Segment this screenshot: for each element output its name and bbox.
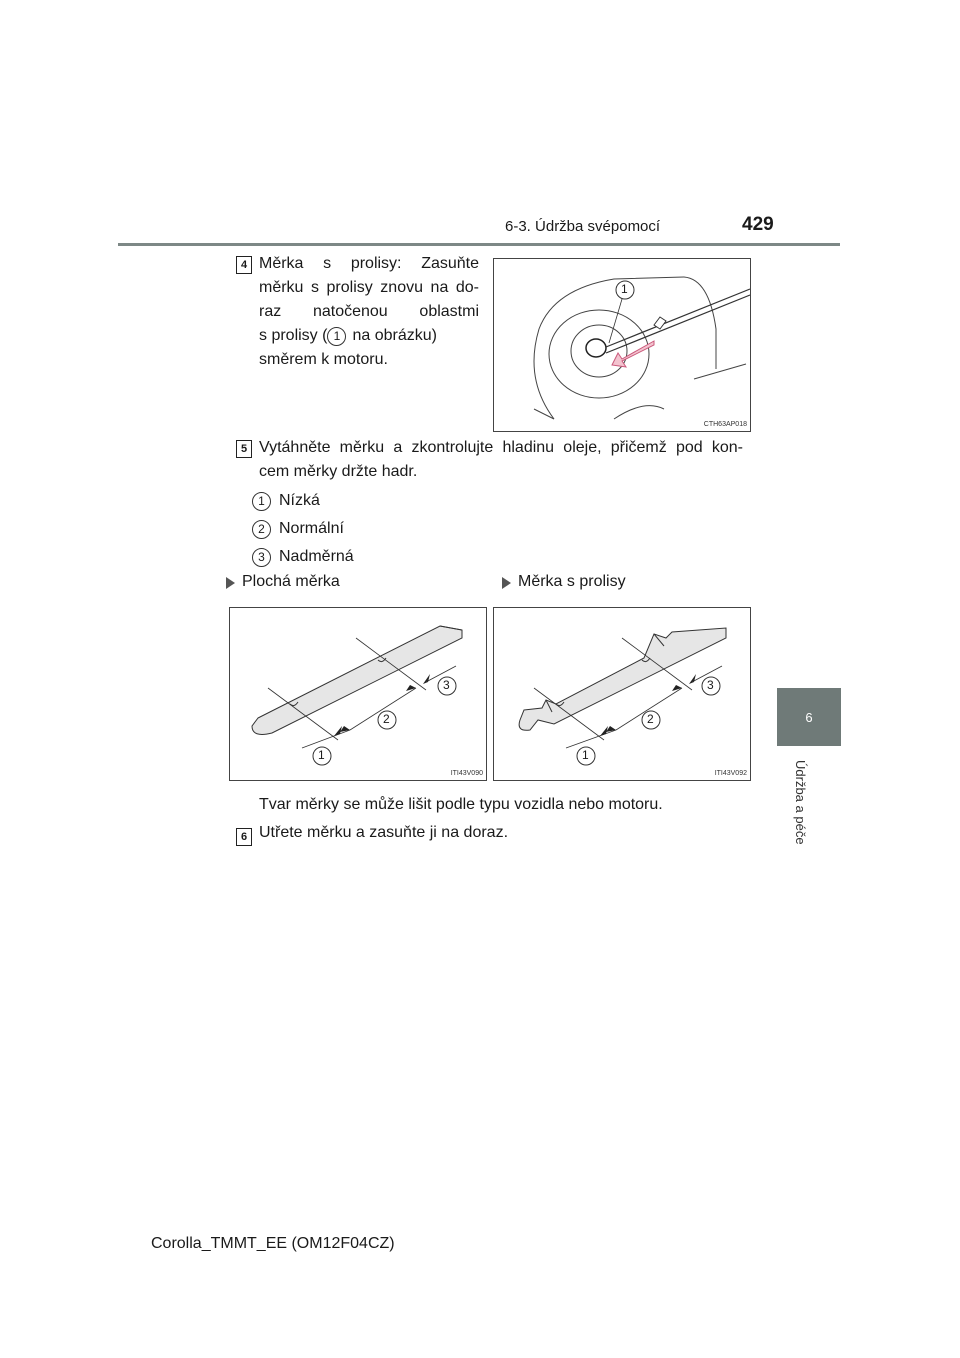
figure-flat-code: ITI43V090 (450, 770, 483, 777)
step4-line4b (346, 324, 479, 348)
figure-ribbed-dipstick (493, 607, 751, 781)
flat-dipstick-illustration (230, 608, 486, 780)
step4-line2: měrku s prolisy znovu na do- (259, 279, 479, 296)
flat-label-2: 2 (383, 712, 390, 726)
level-list (252, 487, 354, 571)
step4-line3: raz natočenou oblastmi (259, 303, 479, 320)
ribbed-dipstick-illustration (494, 608, 750, 780)
chapter-tab-label: Údržba a péče (793, 760, 808, 845)
flat-label-3: 3 (443, 678, 450, 692)
level-number: 3 (252, 548, 271, 567)
step-number-4: 4 (236, 256, 252, 274)
figure-flat-title: Plochá měrka (242, 573, 340, 590)
level-item (252, 487, 354, 515)
step4-line4a: s prolisy ( (259, 327, 328, 344)
figure-dipstick-insert (493, 258, 751, 432)
level-item (252, 515, 354, 543)
step5-text (259, 436, 743, 484)
footer-model-code: Corolla_TMMT_EE (OM12F04CZ) (151, 1235, 395, 1252)
step4-line1: Měrka s prolisy: Zasuňte (259, 255, 479, 272)
chapter-tab-label-wrap (780, 760, 808, 900)
level-label: Nízká (279, 492, 320, 509)
shape-note: Tvar měrky se může lišit podle typu vozidla nebo motoru. (259, 796, 663, 813)
figure-ribbed-code: ITI43V092 (714, 770, 747, 777)
level-item (252, 543, 354, 571)
header-divider (118, 243, 840, 246)
step4-marker: 1 (327, 327, 346, 346)
step4-line4 (259, 324, 479, 348)
section-title: 6-3. Údržba svépomocí (505, 218, 661, 235)
step-number-6: 6 (236, 828, 252, 846)
step4-line5: směrem k motoru. (259, 351, 388, 368)
step4-text (259, 252, 479, 372)
chapter-tab: 6 (777, 688, 841, 746)
level-label: Nadměrná (279, 548, 354, 565)
page-number: 429 (742, 214, 774, 235)
triangle-bullet-icon (226, 577, 235, 589)
flat-label-1: 1 (318, 748, 325, 762)
figure-insert-code: CTH63AP018 (703, 421, 747, 428)
step-number-5: 5 (236, 440, 252, 458)
level-number: 2 (252, 520, 271, 539)
ribbed-label-3: 3 (707, 678, 714, 692)
triangle-bullet-icon (502, 577, 511, 589)
step5-line2: cem měrky držte hadr. (259, 463, 418, 480)
step6-text: Utřete měrku a zasuňte ji na doraz. (259, 824, 509, 841)
step5-line1: Vytáhněte měrku a zkontrolujte hladinu oleje, přičemž pod kon- (259, 439, 743, 456)
figure-flat-dipstick (229, 607, 487, 781)
step4-line4b-text: na obrázku) (352, 327, 437, 344)
ribbed-label-2: 2 (647, 712, 654, 726)
ribbed-label-1: 1 (582, 748, 589, 762)
level-number: 1 (252, 492, 271, 511)
level-label: Normální (279, 520, 344, 537)
figure-ribbed-title: Měrka s prolisy (518, 573, 626, 590)
figure-insert-label: 1 (621, 282, 628, 296)
